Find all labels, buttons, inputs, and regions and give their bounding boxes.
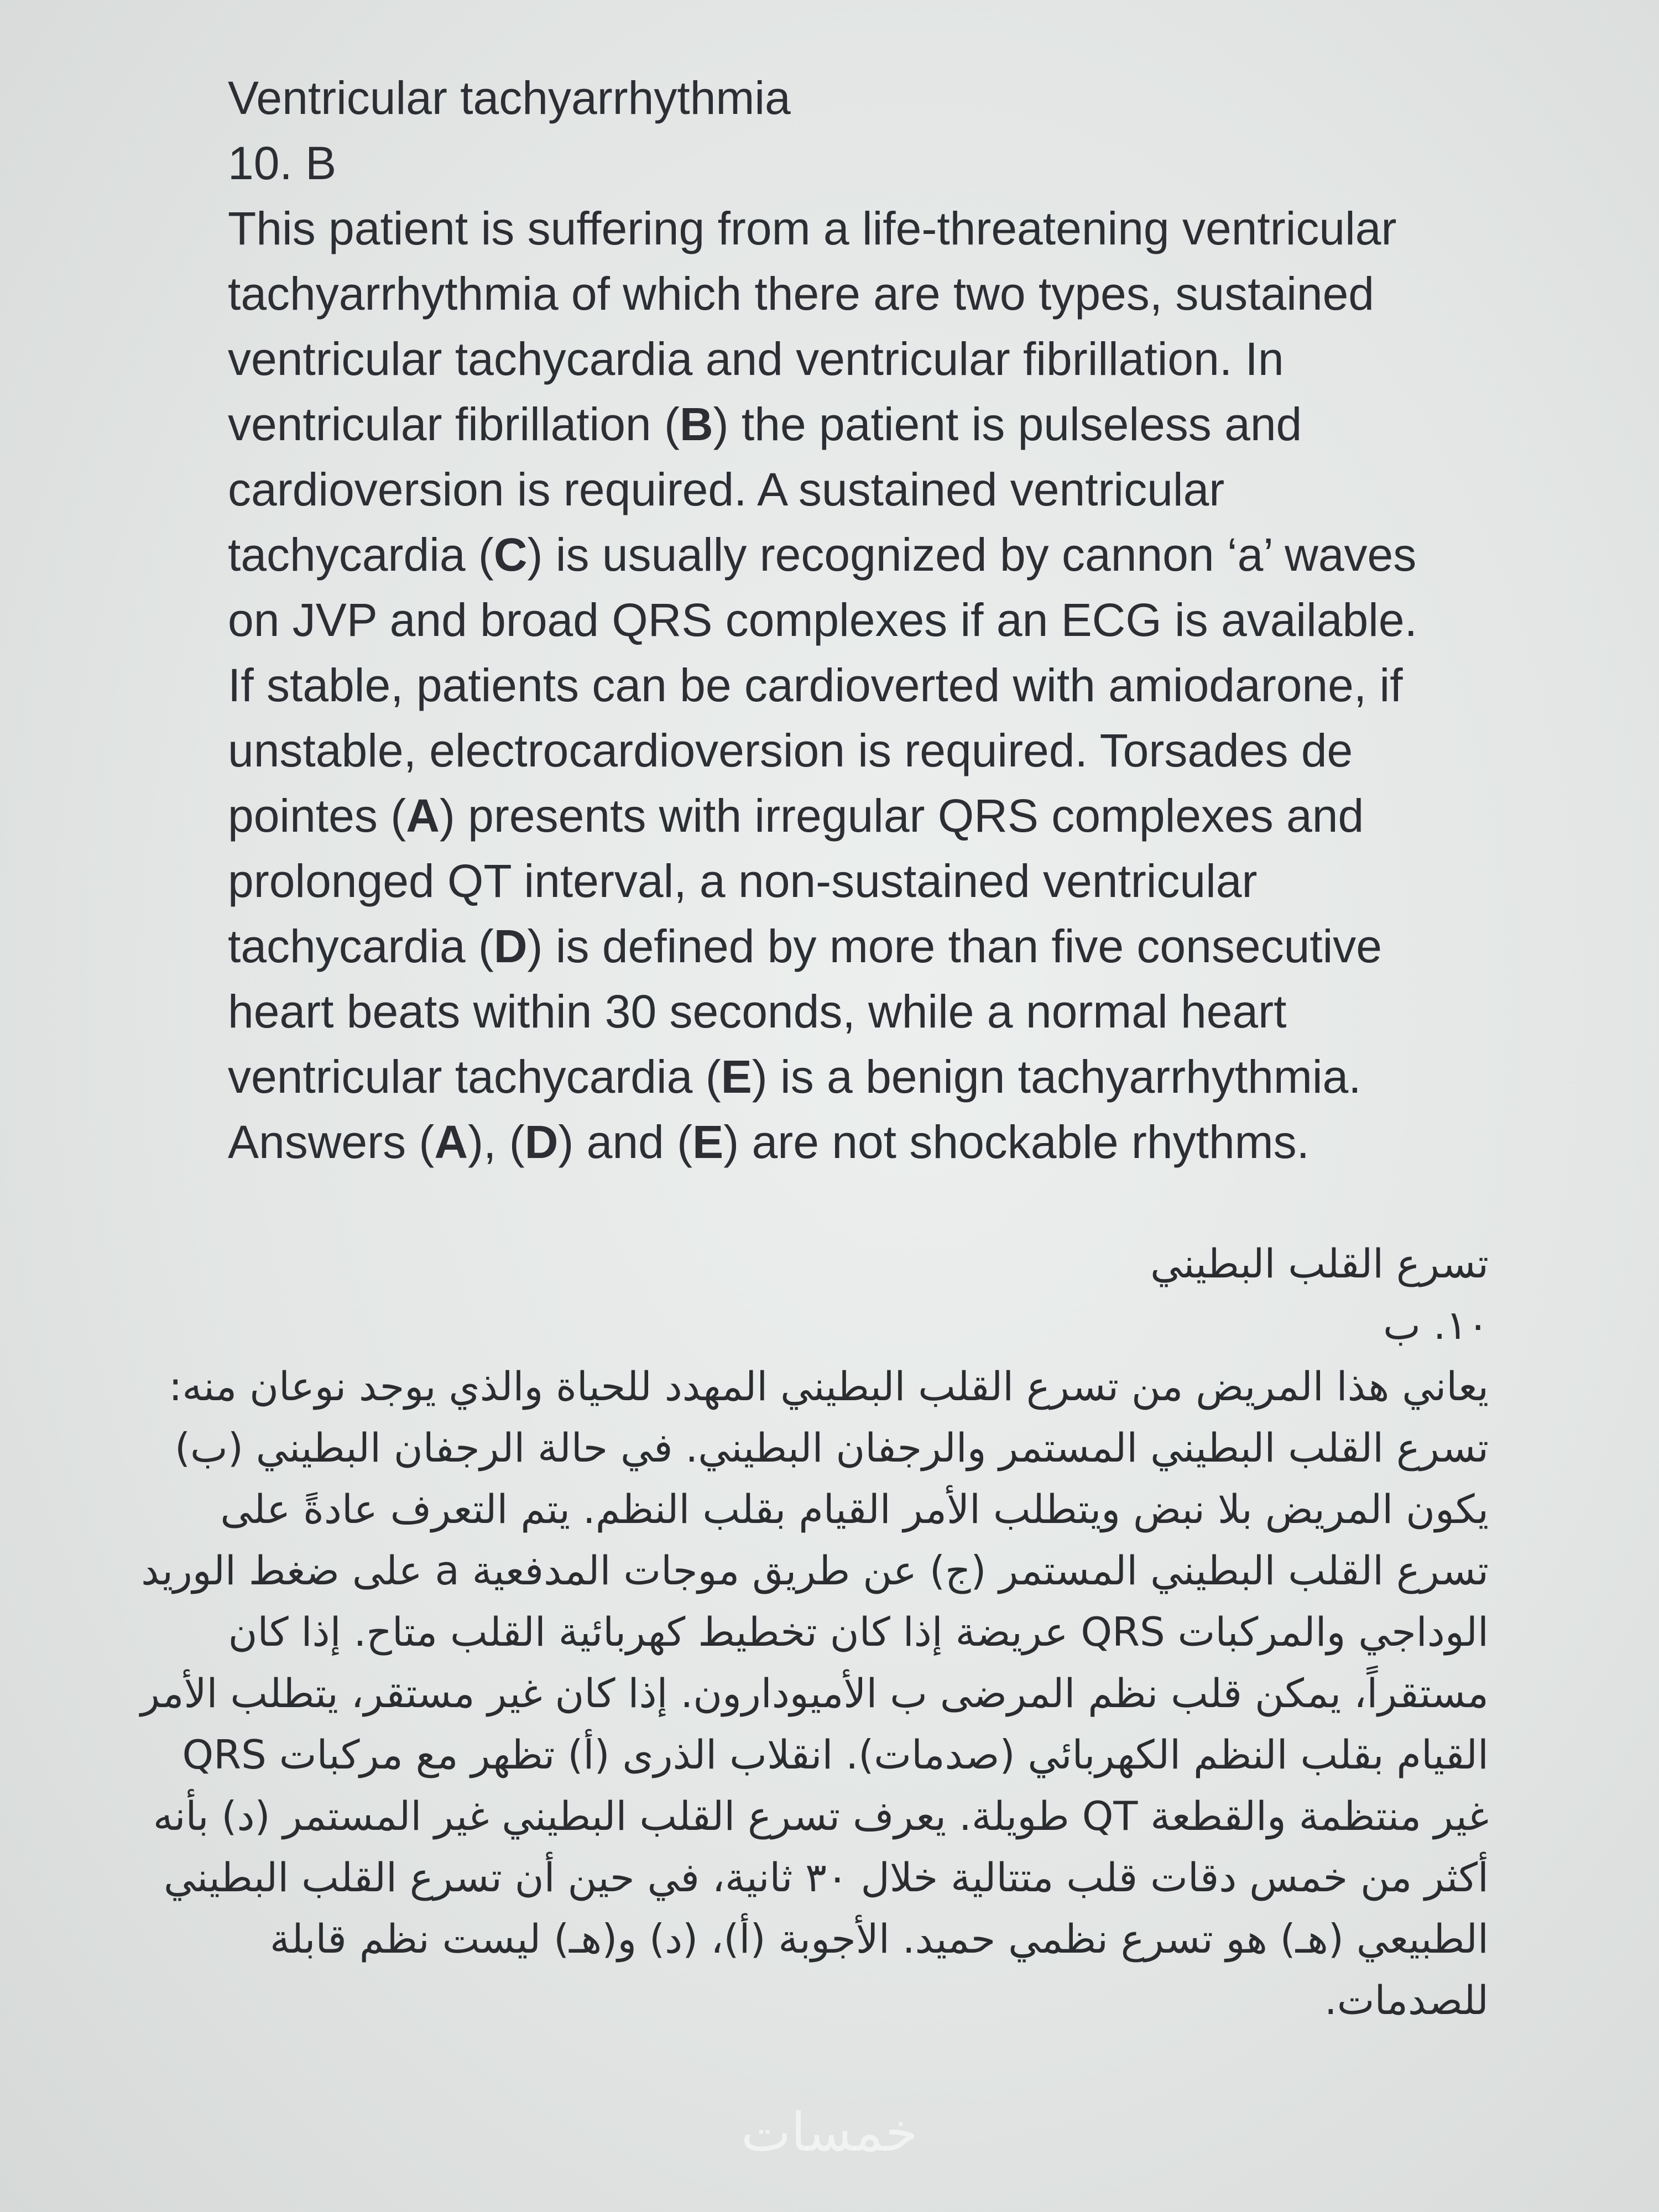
arabic-line: أكثر من خمس دقات قلب متتالية خلال ٣٠ ثانية، في حين أن تسرع القلب البطيني <box>164 1854 1489 1901</box>
option-letter: D <box>493 920 528 972</box>
english-line: cardioversion is required. A sustained ventricular <box>228 463 1225 515</box>
arabic-line: القيام بقلب النظم الكهربائي (صدمات). انقلاب الذرى (أ) تظهر مع مركبات QRS <box>182 1731 1489 1778</box>
english-section <box>228 65 1511 1175</box>
english-line: heart beats within 30 seconds, while a normal heart <box>228 985 1287 1037</box>
watermark-logo: خمسات <box>740 2101 919 2163</box>
english-line: tachycardia (D) is defined by more than five consecutive <box>228 920 1383 972</box>
option-letter: C <box>493 529 528 581</box>
arabic-line: تسرع القلب البطيني المستمر والرجفان البطيني. في حالة الرجفان البطيني (ب) <box>174 1425 1489 1471</box>
arabic-section <box>140 1233 1489 2031</box>
arabic-line: للصدمات. <box>1324 1977 1489 2023</box>
english-line: ventricular fibrillation (B) the patient is pulseless and <box>228 398 1302 450</box>
arabic-line: تسرع القلب البطيني المستمر (ج) عن طريق موجات المدفعية a على ضغط الوريد <box>141 1547 1489 1594</box>
english-answer: 10. B <box>228 137 337 189</box>
english-line: unstable, electrocardioversion is required. Torsades de <box>228 724 1353 776</box>
arabic-line: يكون المريض بلا نبض ويتطلب الأمر القيام بقلب النظم. يتم التعرف عادةً على <box>220 1486 1489 1532</box>
english-line: tachyarrhythmia of which there are two types, sustained <box>228 268 1375 320</box>
arabic-title: تسرع القلب البطيني <box>1150 1240 1489 1287</box>
arabic-line: يعاني هذا المريض من تسرع القلب البطيني المهدد للحياة والذي يوجد نوعان منه: <box>169 1363 1489 1410</box>
english-line: ventricular tachycardia (E) is a benign tachyarrhythmia. <box>228 1051 1361 1103</box>
arabic-line: الطبيعي (هـ) هو تسرع نظمي حميد. الأجوبة (أ)، (د) و(هـ) ليست نظم قابلة <box>269 1916 1489 1962</box>
option-letter: E <box>721 1051 752 1103</box>
english-title: Ventricular tachyarrhythmia <box>228 72 791 124</box>
english-line: pointes (A) presents with irregular QRS complexes and <box>228 790 1364 842</box>
option-letter: E <box>692 1116 724 1168</box>
english-line: Answers (A), (D) and (E) are not shockable rhythms. <box>228 1116 1310 1168</box>
arabic-line: الوداجي والمركبات QRS عريضة إذا كان تخطيط كهربائية القلب متاح. إذا كان <box>228 1609 1489 1655</box>
arabic-answer: ١٠. ب <box>1383 1302 1489 1348</box>
arabic-line: غير منتظمة والقطعة QT طويلة. يعرف تسرع القلب البطيني غير المستمر (د) بأنه <box>153 1793 1489 1839</box>
english-line: If stable, patients can be cardioverted with amiodarone, if <box>228 659 1403 711</box>
option-letter: A <box>406 790 440 842</box>
arabic-line: مستقراً، يمكن قلب نظم المرضى ب الأميودارون. إذا كان غير مستقر، يتطلب الأمر <box>140 1670 1489 1717</box>
option-letter: A <box>434 1116 468 1168</box>
english-line: This patient is suffering from a life-threatening ventricular <box>228 202 1397 254</box>
english-line: tachycardia (C) is usually recognized by cannon ‘a’ waves <box>228 529 1417 581</box>
option-letter: D <box>524 1116 559 1168</box>
english-line: ventricular tachycardia and ventricular fibrillation. In <box>228 333 1284 385</box>
english-line: prolonged QT interval, a non-sustained ventricular <box>228 855 1258 907</box>
english-line: on JVP and broad QRS complexes if an ECG is available. <box>228 594 1417 646</box>
option-letter: B <box>679 398 713 450</box>
